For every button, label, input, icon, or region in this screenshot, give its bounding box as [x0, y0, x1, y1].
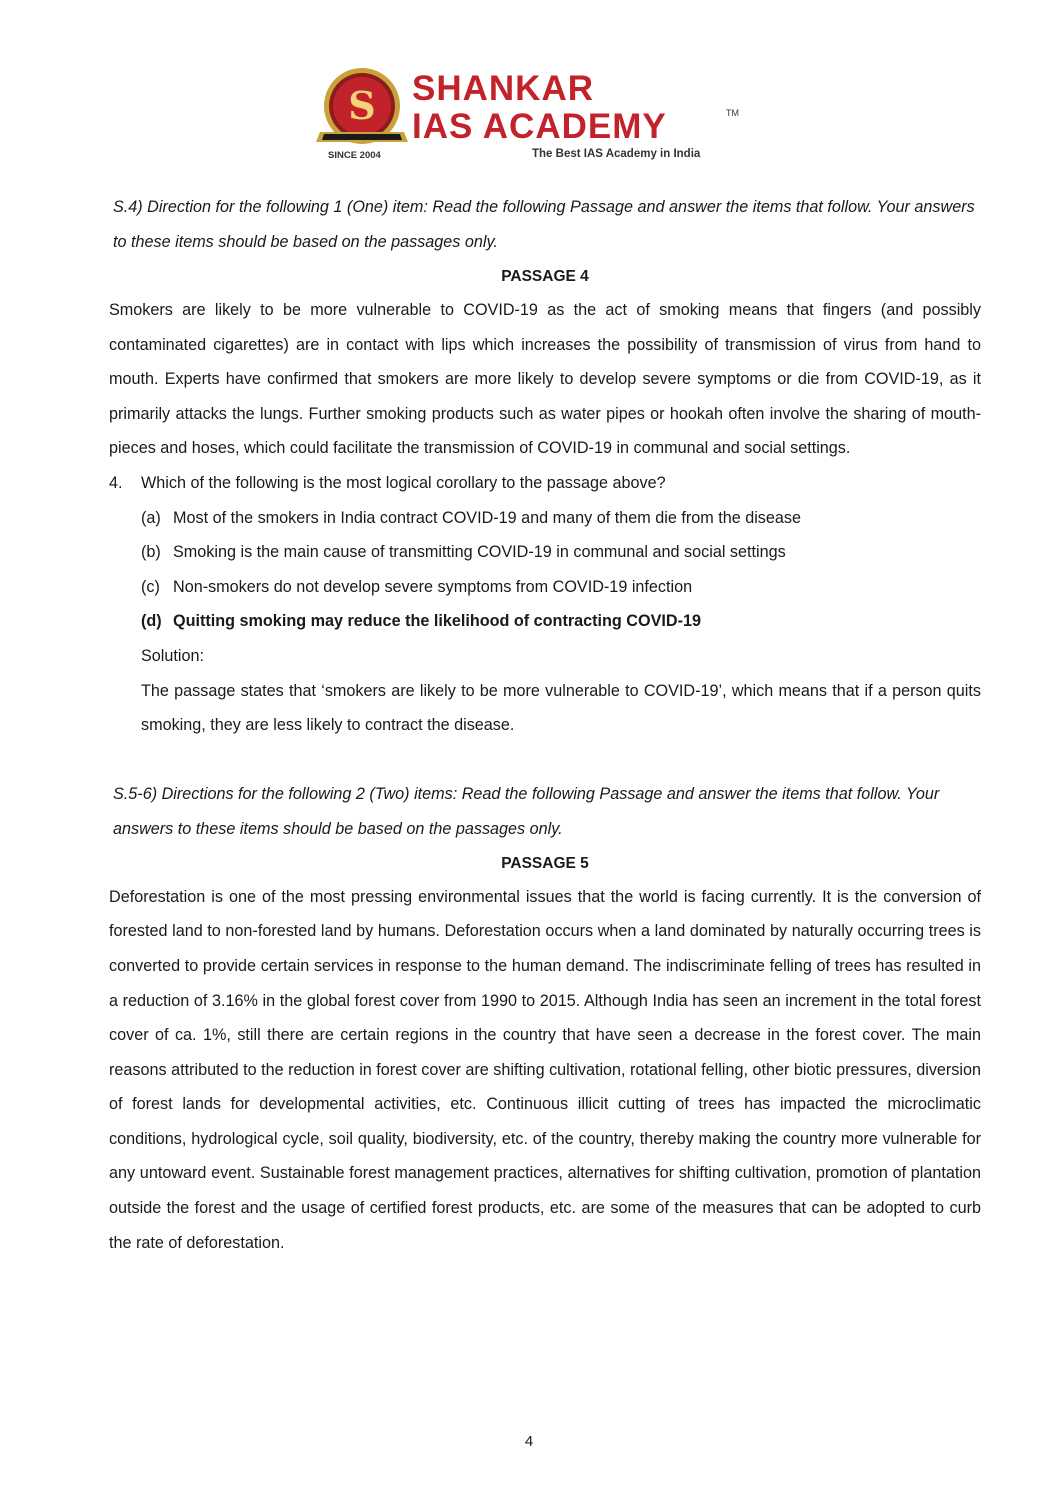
option-a — [141, 501, 981, 536]
option-text: Quitting smoking may reduce the likelihood of contracting COVID-19 — [173, 612, 701, 631]
option-text: Most of the smokers in India contract COVID-19 and many of them die from the disease — [173, 508, 802, 527]
option-c — [141, 570, 981, 605]
page-content — [109, 190, 981, 1260]
passage-5-text: Deforestation is one of the most pressing environmental issues that the world is facing currently. It is the conversion of forested land to non-forested land by humans. Deforestation occurs when a land dominated by naturally occurring trees is converted to provide certain services in response to the human demand. The indiscriminate felling of trees has resulted in a reduction of 3.16% in the global forest cover from 1990 to 2015. Although India has seen an increment in the total forest cover of ca. 1%, still there are certain regions in the country that have seen a decrease in the forest cover. The main reasons attributed to the reduction in forest cover are shifting cultivation, rotational felling, other biotic pressures, diversion of forest lands for developmental activities, etc. Continuous illicit cutting of trees has impacted the microclimatic conditions, hydrological cycle, soil quality, biodiversity, etc. of the country, thereby making the country more vulnerable for any untoward event. Sustainable forest management practices, alternatives for shifting cultivation, promotion of plantation outside the forest and the usage of certified forest products, etc. are some of the measures that can be adopted to curb the rate of deforestation. — [109, 887, 981, 1252]
passage-5-title: PASSAGE 5 — [501, 854, 589, 872]
passage-4-text: Smokers are likely to be more vulnerable to COVID-19 as the act of smoking means that fingers (and possibly contaminated cigarettes) are in contact with lips which increases the possibility of transmission of virus from hand to mouth. Experts have confirmed that smokers are more likely to develop severe symptoms or die from COVID-19, as it primarily attacks the lungs. Further smoking products such as water pipes or hookah often involve the sharing of mouth-pieces and hoses, which could facilitate the transmission of COVID-19 in communal and social settings. — [109, 301, 981, 458]
option-d-correct — [141, 604, 981, 639]
header-logo — [316, 62, 746, 166]
direction-s5-6: S.5-6) Directions for the following 2 (Two) items: Read the following Passage and answer the items that follow. Your answers to these items should be based on the passages only. — [113, 784, 940, 838]
page-number: 4 — [524, 1433, 534, 1450]
solution-text: The passage states that ‘smokers are likely to be more vulnerable to COVID-19’, which means that if a person quits smoking, they are less likely to contract the disease. — [141, 681, 981, 735]
logo-line1: SHANKAR — [412, 69, 594, 108]
question-text: Which of the following is the most logical corollary to the passage above? — [141, 473, 666, 492]
since-label: SINCE 2004 — [328, 150, 381, 161]
option-letter: (a) — [141, 508, 161, 527]
solution-label: Solution: — [141, 646, 204, 665]
trademark-mark: TM — [726, 108, 739, 118]
logo-tagline: The Best IAS Academy in India — [532, 148, 701, 160]
question-number: 4. — [109, 473, 123, 492]
solution-block — [141, 639, 981, 743]
option-letter: (c) — [141, 577, 160, 596]
section-spacer — [109, 743, 981, 777]
svg-text:S: S — [348, 83, 376, 128]
option-letter: (d) — [141, 612, 162, 631]
option-text: Non-smokers do not develop severe symptoms from COVID-19 infection — [173, 577, 693, 596]
question-4 — [109, 466, 981, 501]
option-b — [141, 535, 981, 570]
logo-line2: IAS ACADEMY — [412, 107, 667, 146]
option-text: Smoking is the main cause of transmitting COVID-19 in communal and social settings — [173, 543, 786, 562]
direction-s4: S.4) Direction for the following 1 (One) item: Read the following Passage and answer the items that follow. Your answers to these items should be based on the passages only. — [113, 198, 975, 251]
options-list — [141, 501, 981, 639]
passage-4-title: PASSAGE 4 — [501, 268, 589, 285]
option-letter: (b) — [141, 543, 161, 562]
